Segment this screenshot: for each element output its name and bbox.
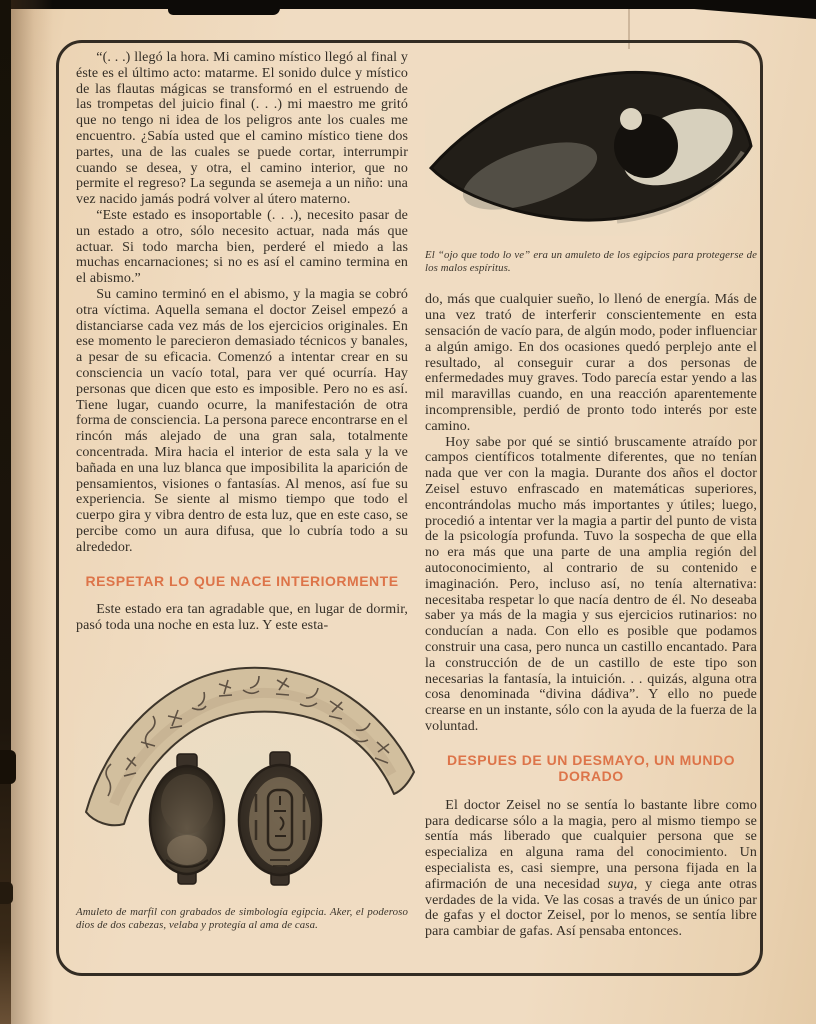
- paragraph-matematicas: Hoy sabe por qué se sintió bruscamente atraído por campos científicos totalmente diferentes, que no tenían nada que ver con la magia. Durante dos años el doctor Zeisel estuvo enfrascado en matemáticas superiores, encontrándolas mucho más importantes y útiles; luego, procedió a intentar ver la magia a partir del punto de vista de la psicología profunda. Tuvo la sospecha de que ella no era más que una parte de una amplia región del autoconocimiento, al contrario de su contenido e imaginación. Pero, incluso así, no tenía alternativa: necesitaba respetar lo que nacía dentro de él. No deseaba saber ya más de la magia y sus ejercicios rutinarios: no conducían a nada. Con ello es posible que podamos construir una casa, pero nunca un castillo encantado. Para la construcción de de un castillo de este tipo son necesarias la fantasía, la intuición. . . quizás, alguna otra cosa denominada “divina dádiva”. Y ello no puede crearse en un instante, sólo con la ayuda de la fuerza de la voluntad.: [425, 434, 757, 734]
- eye-amulet-illustration: [425, 50, 757, 236]
- paragraph-estado-agradable: Este estado era tan agradable que, en lugar de dormir, pasó toda una noche en esta luz. Y este esta-: [76, 602, 408, 633]
- closing-text-after: , y ciega ante otras verdades de la vida. Ve las cosas a través de un único par de gafas y el doctor Zeisel, por lo menos, se sentía libre para cambiar de gafas. Así pensaba entonces.: [425, 876, 757, 940]
- closing-text-italic: suya: [607, 876, 634, 892]
- section-heading-desmayo: DESPUES DE UN DESMAYO, UN MUNDO DORADO: [446, 751, 736, 785]
- ivory-amulet-illustration: [74, 654, 422, 896]
- paragraph-energia: do, más que cualquier sueño, lo llenó de energía. Más de una vez trató de interferir conscientemente en esta sensación de vacío para, de algún modo, poder influenciar a algún amigo. En dos ocasiones quedó perplejo ante el resultado, al conseguir curar a dos personas de enfermedades muy graves. Todo parecía estar yendo a las mil maravillas cuando, en una reacción aparentemente incomprensible, perdió de pronto todo interés por este camino.: [425, 292, 757, 434]
- section-heading-respetar: RESPETAR LO QUE NACE INTERIORMENTE: [85, 572, 399, 589]
- scan-edge-top-bump: [168, 0, 280, 15]
- scan-edge-top-bump: [688, 0, 816, 19]
- ivory-amulet-photo: [74, 654, 408, 901]
- paragraph-quote-1: “(. . .) llegó la hora. Mi camino místico llegó al final y éste es el último acto: matarme. El sonido dulce y místico de las flautas mágicas se transformó en el estruendo de las trompetas del juicio final (. . .) mi maestro me gritó que no tengo ni idea de los peligros ante los cuales me encuentro. ¿Sabía usted que el camino místico tiene dos partes, una de las cuales se puede cortar, interrumpir cuando se desea, y otra, el camino interior, que no permite el regreso? La segunda se asemeja a un niño: una vez nacido jamás podrá volver al útero materno.: [76, 50, 408, 208]
- closing-text-before: El doctor Zeisel no se sentía lo bastante libre como para dedicarse sólo a la magia, pero al mismo tiempo se sentía más liberado que cualquier persona que se especializa en alguna rama del conocimiento. Un especialista es, casi siempre, una persona fijada en la afirmación de una necesidad: [425, 797, 757, 892]
- paragraph-quote-2: “Este estado es insoportable (. . .), necesito pasar de un estado a otro, sólo necesito actuar, nada más que actuar. Si todo marcha bien, perderé el miedo a las muchas encarnaciones; si no es así el camino termina en el abismo.”: [76, 207, 408, 287]
- eye-amulet-photo: [425, 50, 757, 241]
- right-column: [425, 50, 757, 940]
- paragraph-abismo: Su camino terminó en el abismo, y la magia se cobró otra víctima. Aquella semana el doctor Zeisel empezó a distanciarse cada vez más de los ejercicios originales. En ese momento le parecieron demasiado técnicos y banales, a pesar de su eficacia. Comenzó a intentar crear en su consciencia un vacío total, para ver qué ocurría. Hay personas que dicen que esto es imposible. Pero no es así. Tiene lugar, cuando ocurre, la manifestación de otra forma de consciencia. La persona parece encontrarse en el rincón más alejado de una gran sala, totalmente concentrada. Mira hacia el interior de esta sala y la ve bañada en una luz blanca que imposibilita la aparición de pensamientos, visiones o fantasías. Al menos, así fue su experiencia. Se siente al mismo tiempo que todo el cuerpo gira y vibra dentro de esta luz, que en este caso, se percibe como un aura difusa, que lo cubría todo a su alrededor.: [76, 286, 408, 555]
- page-spine-edge: [0, 0, 11, 1024]
- left-column: [76, 50, 408, 932]
- eye-highlight: [620, 108, 642, 130]
- spine-notch: [0, 882, 13, 904]
- spine-notch: [0, 750, 16, 784]
- paragraph-especialista: [425, 798, 757, 940]
- eye-amulet-caption: El “ojo que todo lo ve” era un amuleto de los egipcios para protegerse de los malos espíritus.: [425, 249, 757, 275]
- spine-shadow: [11, 0, 53, 1024]
- ivory-amulet-caption: Amuleto de marfil con grabados de simbología egipcia. Aker, el poderoso dios de dos cabezas, velaba y protegía al ama de casa.: [76, 905, 408, 931]
